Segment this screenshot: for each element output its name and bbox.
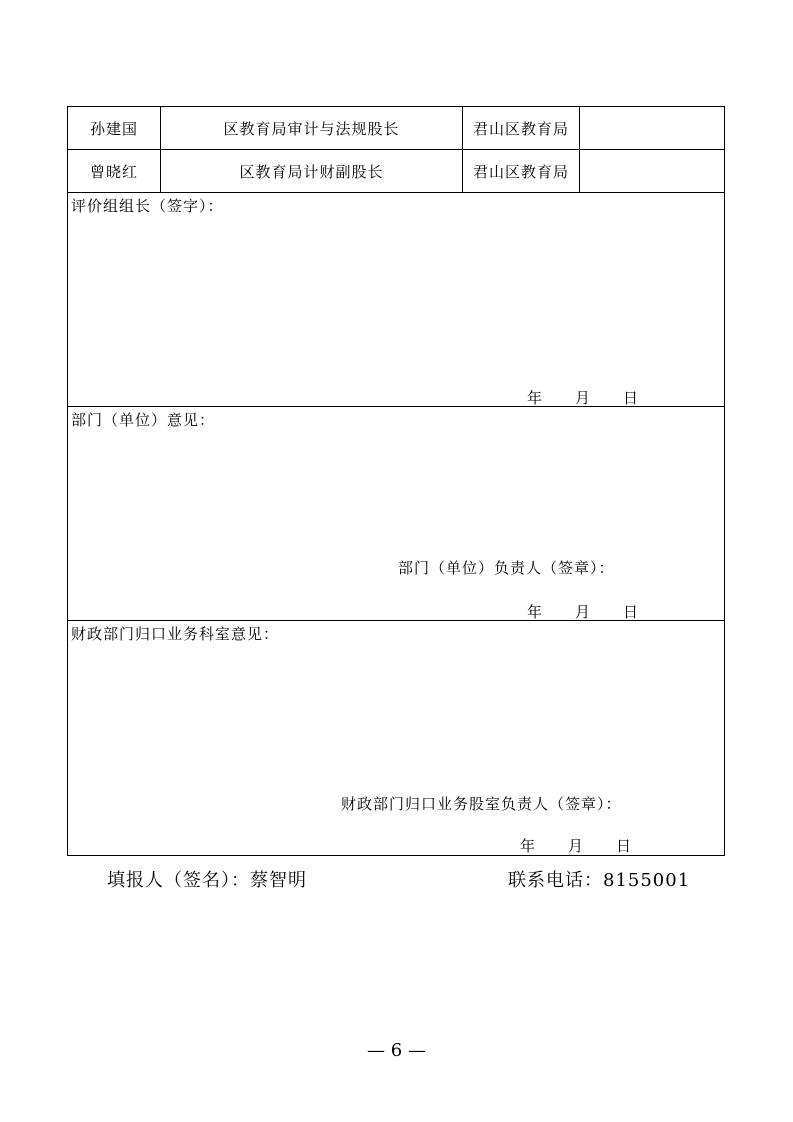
contact-phone: 联系电话：8155001: [508, 870, 691, 891]
member-signature-cell: [580, 150, 725, 192]
date-year: 年: [527, 603, 543, 621]
member-unit: 君山区教育局: [463, 107, 580, 149]
leader-signature-label: 评价组组长（签字）：: [71, 197, 224, 215]
date-month: 月: [575, 389, 591, 407]
date-day: 日: [616, 837, 632, 855]
member-name: 曾晓红: [68, 150, 161, 192]
department-opinion-section: [68, 407, 724, 621]
date-month: 月: [575, 603, 591, 621]
date-year: 年: [527, 389, 543, 407]
finance-opinion-label: 财政部门归口业务科室意见：: [71, 625, 280, 643]
member-row: [68, 107, 724, 150]
department-opinion-label: 部门（单位）意见：: [71, 411, 216, 429]
member-row: [68, 150, 724, 193]
leader-signature-section: [68, 193, 724, 407]
member-unit: 君山区教育局: [463, 150, 580, 192]
date-month: 月: [568, 837, 584, 855]
member-position: 区教育局审计与法规股长: [161, 107, 463, 149]
member-name: 孙建国: [68, 107, 161, 149]
evaluation-table: [67, 106, 725, 856]
finance-opinion-section: [68, 621, 724, 855]
page-number: — 6 —: [367, 1040, 426, 1061]
member-position: 区教育局计财副股长: [161, 150, 463, 192]
date-day: 日: [623, 603, 639, 621]
filler-signature: 填报人（签名）：蔡智明: [107, 870, 307, 891]
date-year: 年: [520, 837, 536, 855]
member-signature-cell: [580, 107, 725, 149]
department-head-signature-label: 部门（单位）负责人（签章）：: [398, 559, 615, 577]
finance-head-signature-label: 财政部门归口业务股室负责人（签章）：: [341, 795, 622, 813]
date-day: 日: [623, 389, 639, 407]
